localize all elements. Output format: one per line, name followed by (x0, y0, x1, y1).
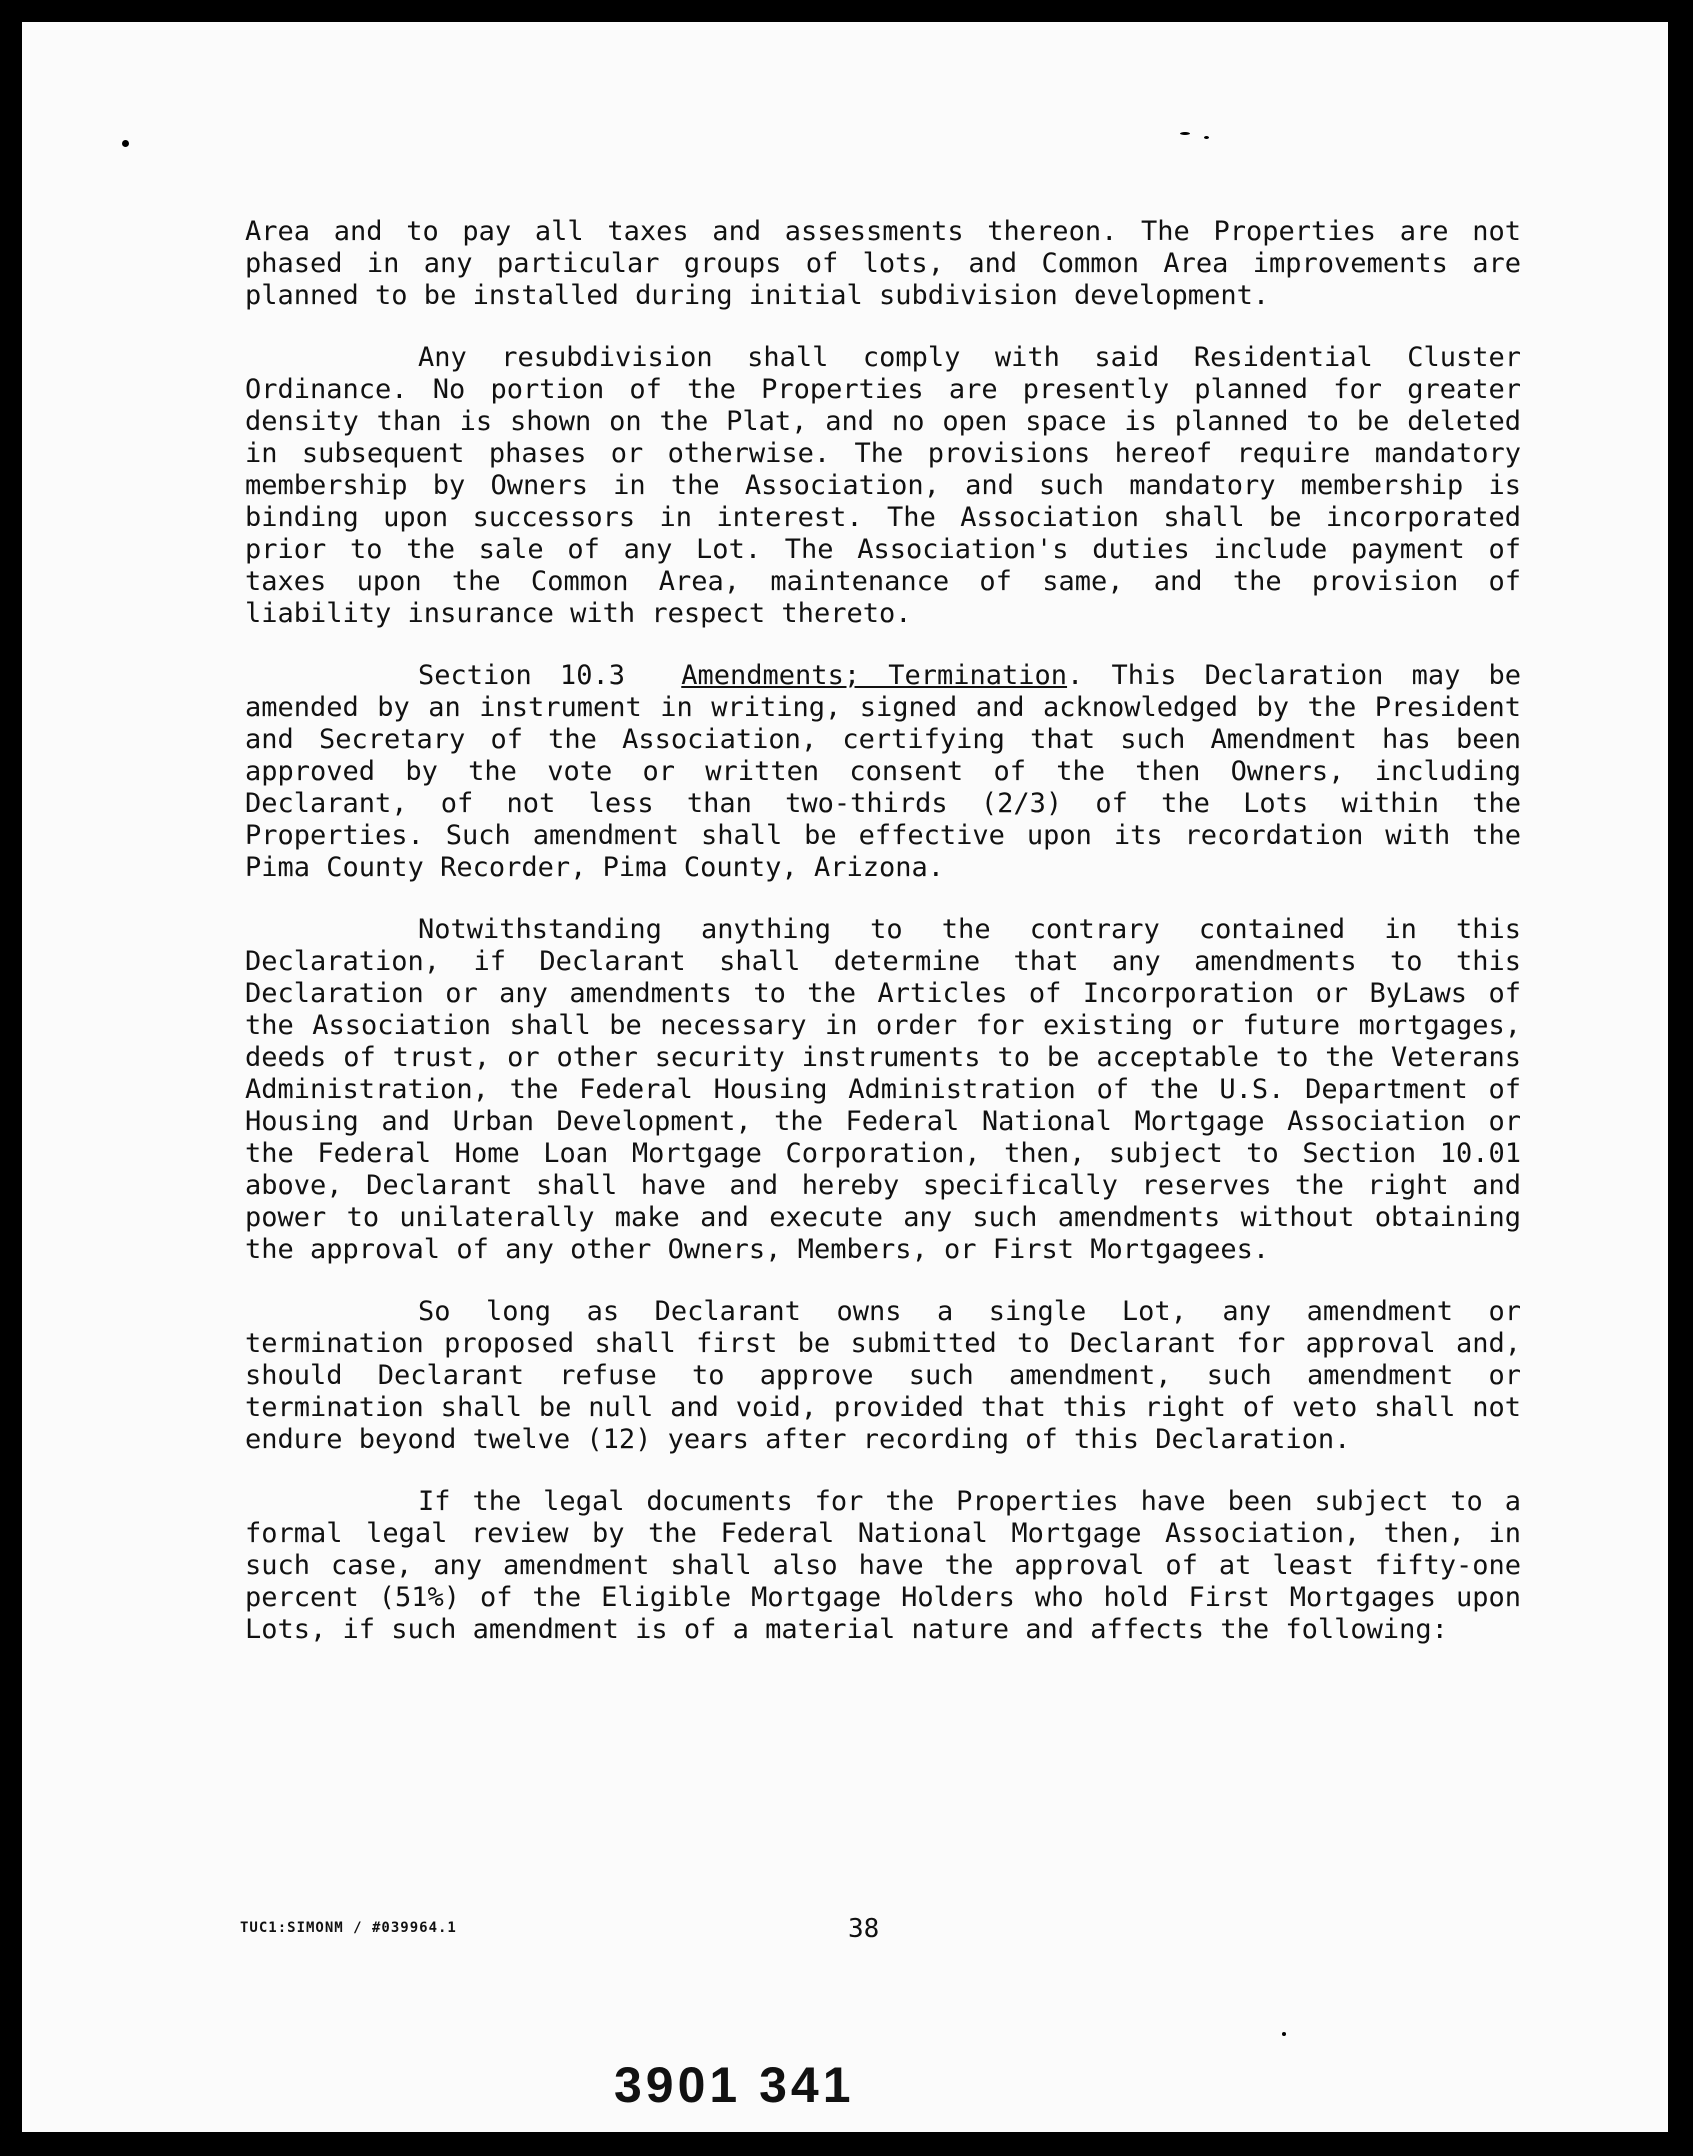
scan-speck (1180, 132, 1190, 135)
document-id: TUC1:SIMONM / #039964.1 (240, 1920, 457, 1936)
page-number: 38 (848, 1914, 880, 1944)
paragraph-notwithstanding: Notwithstanding anything to the contrary contained in this Declaration, if Declarant shall determine that any amendments to this Declaration or any amendments to the Articles of Incorporation or ByLaws of the Association shall be necessary in order for existing or future mortgages, deeds of trust, or other security instruments to be acceptable to the Veterans Administration, the Federal Housing Administration of the U.S. Department of Housing and Urban Development, the Federal National Mortgage Association or the Federal Home Loan Mortgage Corporation, then, subject to Section 10.01 above, Declarant shall have and hereby specifically reserves the right and power to unilaterally make and execute any such amendments without obtaining the approval of any other Owners, Members, or First Mortgagees. (245, 914, 1521, 1265)
recording-stamp: 3901 341 (614, 2057, 855, 2113)
paragraph-common-area: Area and to pay all taxes and assessments thereon. The Properties are not phased in any particular groups of lots, and Common Area improvements are planned to be installed during initial subdivision development. (245, 216, 1521, 311)
section-number: Section 10.3 (418, 660, 625, 691)
paragraph-legal-review: If the legal documents for the Properties have been subject to a formal legal review by the Federal National Mortgage Association, then, in such case, any amendment shall also have the approval of at least fifty-one percent (51%) of the Eligible Mortgage Holders who hold First Mortgages upon Lots, if such amendment is of a material nature and affects the following: (245, 1486, 1521, 1645)
document-page (22, 22, 1668, 2132)
scan-speck (122, 140, 129, 147)
section-text: . This Declaration may be amended by an instrument in writing, signed and acknowledged by the President and Secretary of the Association, certifying that such Amendment has been approved by the vote or written consent of the then Owners, including Declarant, of not less than two-thirds (2/3) of the Lots within the Properties. Such amendment shall be effective upon its recordation with the Pima County Recorder, Pima County, Arizona. (245, 660, 1522, 883)
paragraph-declarant-veto: So long as Declarant owns a single Lot, any amendment or termination proposed shall first be submitted to Declarant for approval and, should Declarant refuse to approve such amendment, such amendment or termination shall be null and void, provided that this right of veto shall not endure beyond twelve (12) years after recording of this Declaration. (245, 1296, 1521, 1455)
scan-speck (1204, 136, 1209, 139)
document-body (245, 216, 1521, 1676)
scan-speck (1282, 2032, 1286, 2036)
section-heading: Amendments; Termination (681, 660, 1068, 691)
paragraph-section-10-3 (245, 660, 1521, 884)
paragraph-resubdivision: Any resubdivision shall comply with said Residential Cluster Ordinance. No portion of the Properties are presently planned for greater density than is shown on the Plat, and no open space is planned to be deleted in subsequent phases or otherwise. The provisions hereof require mandatory membership by Owners in the Association, and such mandatory membership is binding upon successors in interest. The Association shall be incorporated prior to the sale of any Lot. The Association's duties include payment of taxes upon the Common Area, maintenance of same, and the provision of liability insurance with respect thereto. (245, 342, 1521, 629)
